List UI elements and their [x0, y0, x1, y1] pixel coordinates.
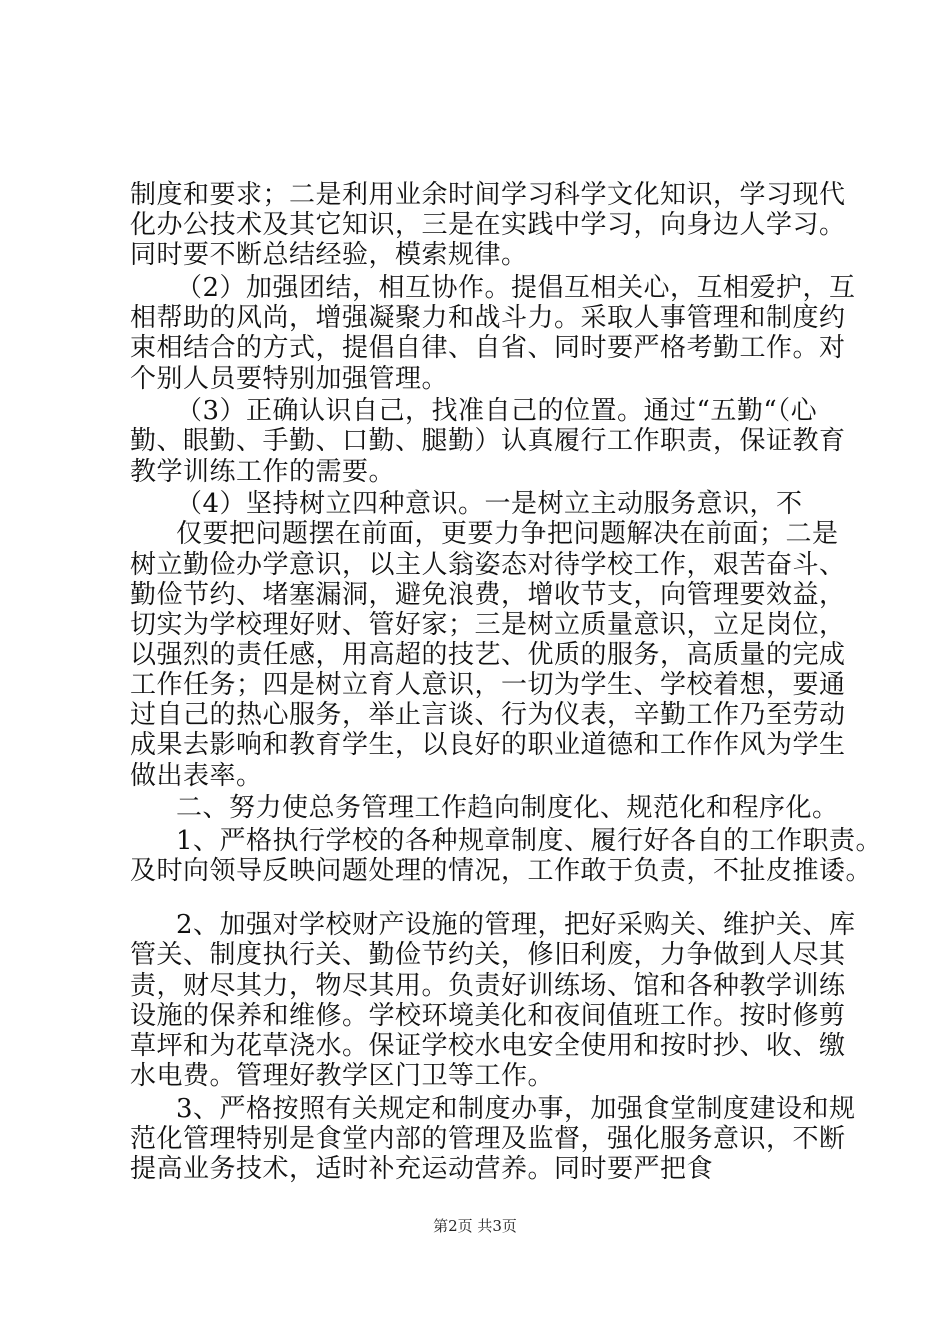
- body-text-line: 教学训练工作的需要。: [130, 456, 396, 487]
- body-text-line: 范化管理特别是食堂内部的管理及监督，强化服务意识，不断: [130, 1123, 846, 1154]
- body-text-line: 个别人员要特别加强管理。: [130, 363, 449, 394]
- body-text-line: 草坪和为花草浇水。保证学校水电安全使用和按时抄、收、缴: [130, 1030, 846, 1061]
- body-text-line: 工作任务；四是树立育人意识，一切为学生、学校着想，要通: [130, 670, 846, 701]
- body-text-line: 同时要不断总结经验，模索规律。: [130, 240, 528, 271]
- body-text-line: 化办公技术及其它知识，三是在实践中学习，向身边人学习。: [130, 210, 846, 241]
- body-text-line: 束相结合的方式，提倡自律、自省、同时要严格考勤工作。对: [130, 333, 846, 364]
- body-text-line: 制度和要求；二是利用业余时间学习科学文化知识，学习现代: [130, 180, 846, 210]
- page-number-footer: 第2页 共3页: [433, 1217, 517, 1235]
- item-2-line: 2、加强对学校财产设施的管理，把好采购关、维护关、库: [176, 910, 856, 941]
- body-text-line: 水电费。管理好教学区门卫等工作。: [130, 1060, 555, 1091]
- paragraph-3-line: （3）正确认识自己，找准自己的位置。通过“五勤“（心: [176, 396, 818, 427]
- body-text-line: 过自己的热心服务，举止言谈、行为仪表，辛勤工作乃至劳动: [130, 700, 846, 731]
- item-1-line: 1、严格执行学校的各种规章制度、履行好各自的工作职责。: [176, 826, 883, 857]
- body-text-line: 提高业务技术，适时补充运动营养。同时要严把食: [130, 1154, 714, 1184]
- body-text-line: 责，财尽其力，物尽其用。负责好训练场、馆和各种教学训练: [130, 970, 846, 1001]
- body-text-line: 管关、制度执行关、勤俭节约关，修旧利废，力争做到人尽其: [130, 940, 846, 971]
- body-text-line: 仅要把问题摆在前面，更要力争把问题解决在前面；二是: [176, 519, 839, 550]
- body-text-line: 树立勤俭办学意识，以主人翁姿态对待学校工作，艰苦奋斗、: [130, 549, 846, 580]
- body-text-line: 勤、眼勤、手勤、口勤、腿勤）认真履行工作职责，保证教育: [130, 426, 846, 457]
- body-text-line: 成果去影响和教育学生，以良好的职业道德和工作作风为学生: [130, 730, 846, 761]
- body-text-line: 做出表率。: [130, 760, 263, 791]
- body-text-line: 切实为学校理好财、管好家；三是树立质量意识，立足岗位，: [130, 609, 846, 640]
- body-text-line: 相帮助的风尚，增强凝聚力和战斗力。采取人事管理和制度约: [130, 303, 846, 334]
- paragraph-2-line: （2）加强团结，相互协作。提倡互相关心，互相爱护，互: [176, 273, 856, 304]
- body-text-line: 及时向领导反映问题处理的情况，工作敢于负责，不扯皮推诿。: [130, 856, 873, 887]
- body-text-line: 设施的保养和维修。学校环境美化和夜间值班工作。按时修剪: [130, 1000, 846, 1031]
- body-text-line: 勤俭节约、堵塞漏洞，避免浪费，增收节支，向管理要效益，: [130, 579, 846, 610]
- item-3-line: 3、严格按照有关规定和制度办事，加强食堂制度建设和规: [176, 1093, 856, 1124]
- body-text-line: 以强烈的责任感，用高超的技艺、优质的服务，高质量的完成: [130, 640, 846, 670]
- paragraph-4-line: （4）坚持树立四种意识。一是树立主动服务意识，不: [176, 489, 803, 520]
- section-heading-2: 二、努力使总务管理工作趋向制度化、规范化和程序化。: [176, 793, 839, 824]
